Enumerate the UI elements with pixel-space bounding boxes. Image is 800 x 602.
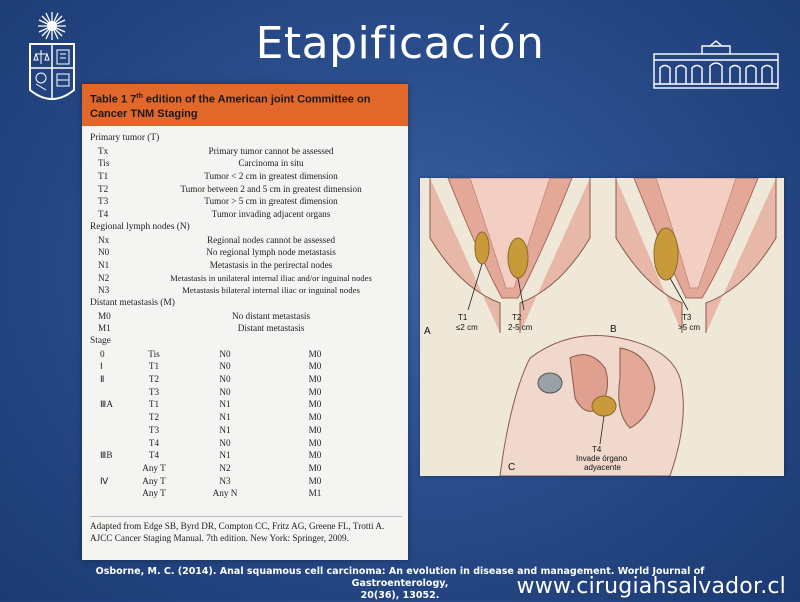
tnm-code: Tx [98,145,109,156]
section-heading-regional-nodes: Regional lymph nodes (N) [90,221,190,232]
table-row [90,234,400,247]
section-heading-distant-metastasis: Distant metastasis (M) [90,297,175,308]
stage-m: M0 [308,450,322,461]
stage-n: N3 [219,475,231,486]
table-row [90,170,400,183]
tnm-description: No distant metastasis [231,310,311,321]
stage-m: M0 [308,437,322,448]
stage-value: Ⅳ [100,475,109,486]
stage-n: N0 [219,374,231,385]
t1-size: ≤2 cm [456,323,478,332]
stage-t: T2 [148,412,160,423]
stage-row [90,360,400,373]
tnm-code: T3 [98,196,109,207]
stage-n: N1 [219,424,231,435]
t4-text-line2: adyacente [584,463,621,472]
stage-t: T4 [148,450,160,461]
tnm-description: Metastasis in the perirectal nodes [209,259,333,270]
table-header [82,84,408,126]
table-row [90,272,400,285]
stage-n: N1 [219,412,231,423]
stage-n: N0 [219,348,231,359]
tnm-description: Tumor between 2 and 5 cm in greatest dimension [180,183,362,194]
stage-row [90,386,400,399]
table-header-line2: Cancer TNM Staging [90,107,198,120]
tnm-description: Primary tumor cannot be assessed [208,145,334,156]
stage-m: M0 [308,412,322,423]
table-row [90,145,400,158]
table-body [82,126,408,500]
stage-n: N0 [219,386,231,397]
stage-n: N0 [219,361,231,372]
stage-t: T2 [148,374,160,385]
tnm-code: M1 [98,323,111,334]
tnm-code: Nx [98,234,110,245]
tnm-code: T2 [98,183,109,194]
stage-t: T1 [148,399,160,410]
tnm-description: Carcinoma in situ [238,158,304,169]
tnm-code: T1 [98,171,109,182]
tnm-code: N1 [98,259,110,270]
tnm-description: Regional nodes cannot be assessed [206,234,336,245]
table-row [90,310,400,323]
stage-row [90,462,400,475]
table-row [90,259,400,272]
stage-t: Any T [142,475,166,486]
panel-a-label: A [424,326,431,337]
stage-value: Ⅱ [100,374,105,385]
tnm-description: Metastasis in unilateral internal iliac and/or inguinal nodes [170,272,372,283]
t3-size: >5 cm [678,323,701,332]
stage-t: Any T [142,488,166,499]
stage-m: M0 [308,348,322,359]
tnm-code: N0 [98,247,110,258]
panel-c-label: C [508,462,516,473]
stage-value: ⅢA [100,399,113,410]
stage-value [90,424,128,437]
stage-row [90,398,400,411]
tnm-description: No regional lymph node metastasis [206,247,336,258]
stage-value [90,487,128,500]
stage-row [90,424,400,437]
t3-label: T3 [682,313,692,322]
stage-value: 0 [100,348,105,359]
stage-value: ⅢB [100,450,113,461]
stage-m: M0 [308,374,322,385]
stage-n: N0 [219,437,231,448]
tnm-description: Tumor < 2 cm in greatest dimension [204,171,338,182]
stage-t: Tis [148,348,160,359]
stage-n: N1 [219,399,231,410]
tnm-description: Tumor invading adjacent organs [211,209,331,220]
panel-b-drawing [616,178,776,333]
stage-row [90,487,400,500]
stage-row [90,449,400,462]
stage-row [90,437,400,450]
table-row [90,183,400,196]
anatomy-drawing [420,178,784,476]
tnm-staging-table [82,84,408,560]
stage-row [90,348,400,361]
website-url[interactable]: www.cirugiahsalvador.cl [516,574,786,599]
t4-text-line1: Invade órgano [576,454,628,463]
citation-line1: Osborne, M. C. (2014). Anal squamous cell carcinoma: An evolution in disease and management. World Journal of Gastroenterology, [95,566,705,589]
tnm-description: Tumor > 5 cm in greatest dimension [204,196,338,207]
stage-n: N1 [219,450,231,461]
stage-row [90,411,400,424]
section-heading-primary-tumor: Primary tumor (T) [90,133,160,143]
t4-label: T4 [592,445,602,454]
table-header-sup: th [136,93,143,100]
tnm-code: Tis [98,158,110,169]
stage-value: Ⅰ [100,361,103,372]
stage-row [90,475,400,488]
stage-m: M0 [308,475,322,486]
t2-label: T2 [512,313,522,322]
tnm-code: M0 [98,310,111,321]
stage-m: M0 [308,399,322,410]
stage-value [90,386,128,399]
tnm-description: Distant metastasis [237,323,305,334]
table-row [90,322,400,335]
stage-value [90,437,128,450]
stage-t: T1 [148,361,160,372]
t1-label: T1 [458,313,468,322]
stage-m: M0 [308,361,322,372]
stage-m: M0 [308,424,322,435]
stage-t: T4 [148,437,160,448]
tnm-description: Metastasis bilateral internal iliac or inguinal nodes [182,285,360,296]
stage-m: M1 [308,488,322,499]
table-footnote: Adapted from Edge SB, Byrd DR, Compton CC, Fritz AG, Greene FL, Trotti A. AJCC Cancer Staging Manual. 7th edition. New York: Springer, 2009. [90,516,402,544]
panel-b-label: B [610,324,617,335]
anatomy-illustration [420,178,784,476]
stage-value [90,411,128,424]
tnm-code: T4 [98,209,109,220]
table-row [90,157,400,170]
section-heading-stage: Stage [90,336,111,346]
stage-n: Any N [212,488,238,499]
stage-m: M0 [308,462,322,473]
stage-row [90,373,400,386]
citation-line2: 20(36), 13052. [360,590,440,601]
stage-n: N2 [219,462,231,473]
tnm-code: N2 [98,272,110,283]
stage-t: T3 [148,386,160,397]
panel-a-drawing [430,178,590,333]
table-row [90,246,400,259]
table-row [90,208,400,221]
tnm-code: N3 [98,285,110,296]
t2-size: 2-5 cm [508,323,533,332]
stage-value [90,462,128,475]
table-header-line1-rest: edition of the American joint Committee on [142,93,371,106]
stage-t: Any T [142,462,166,473]
table-header-line1: Table 1 7 [90,93,137,106]
table-row [90,284,400,297]
stage-m: M0 [308,386,322,397]
stage-t: T3 [148,424,160,435]
table-row [90,195,400,208]
slide-title: Etapificación [255,18,545,69]
